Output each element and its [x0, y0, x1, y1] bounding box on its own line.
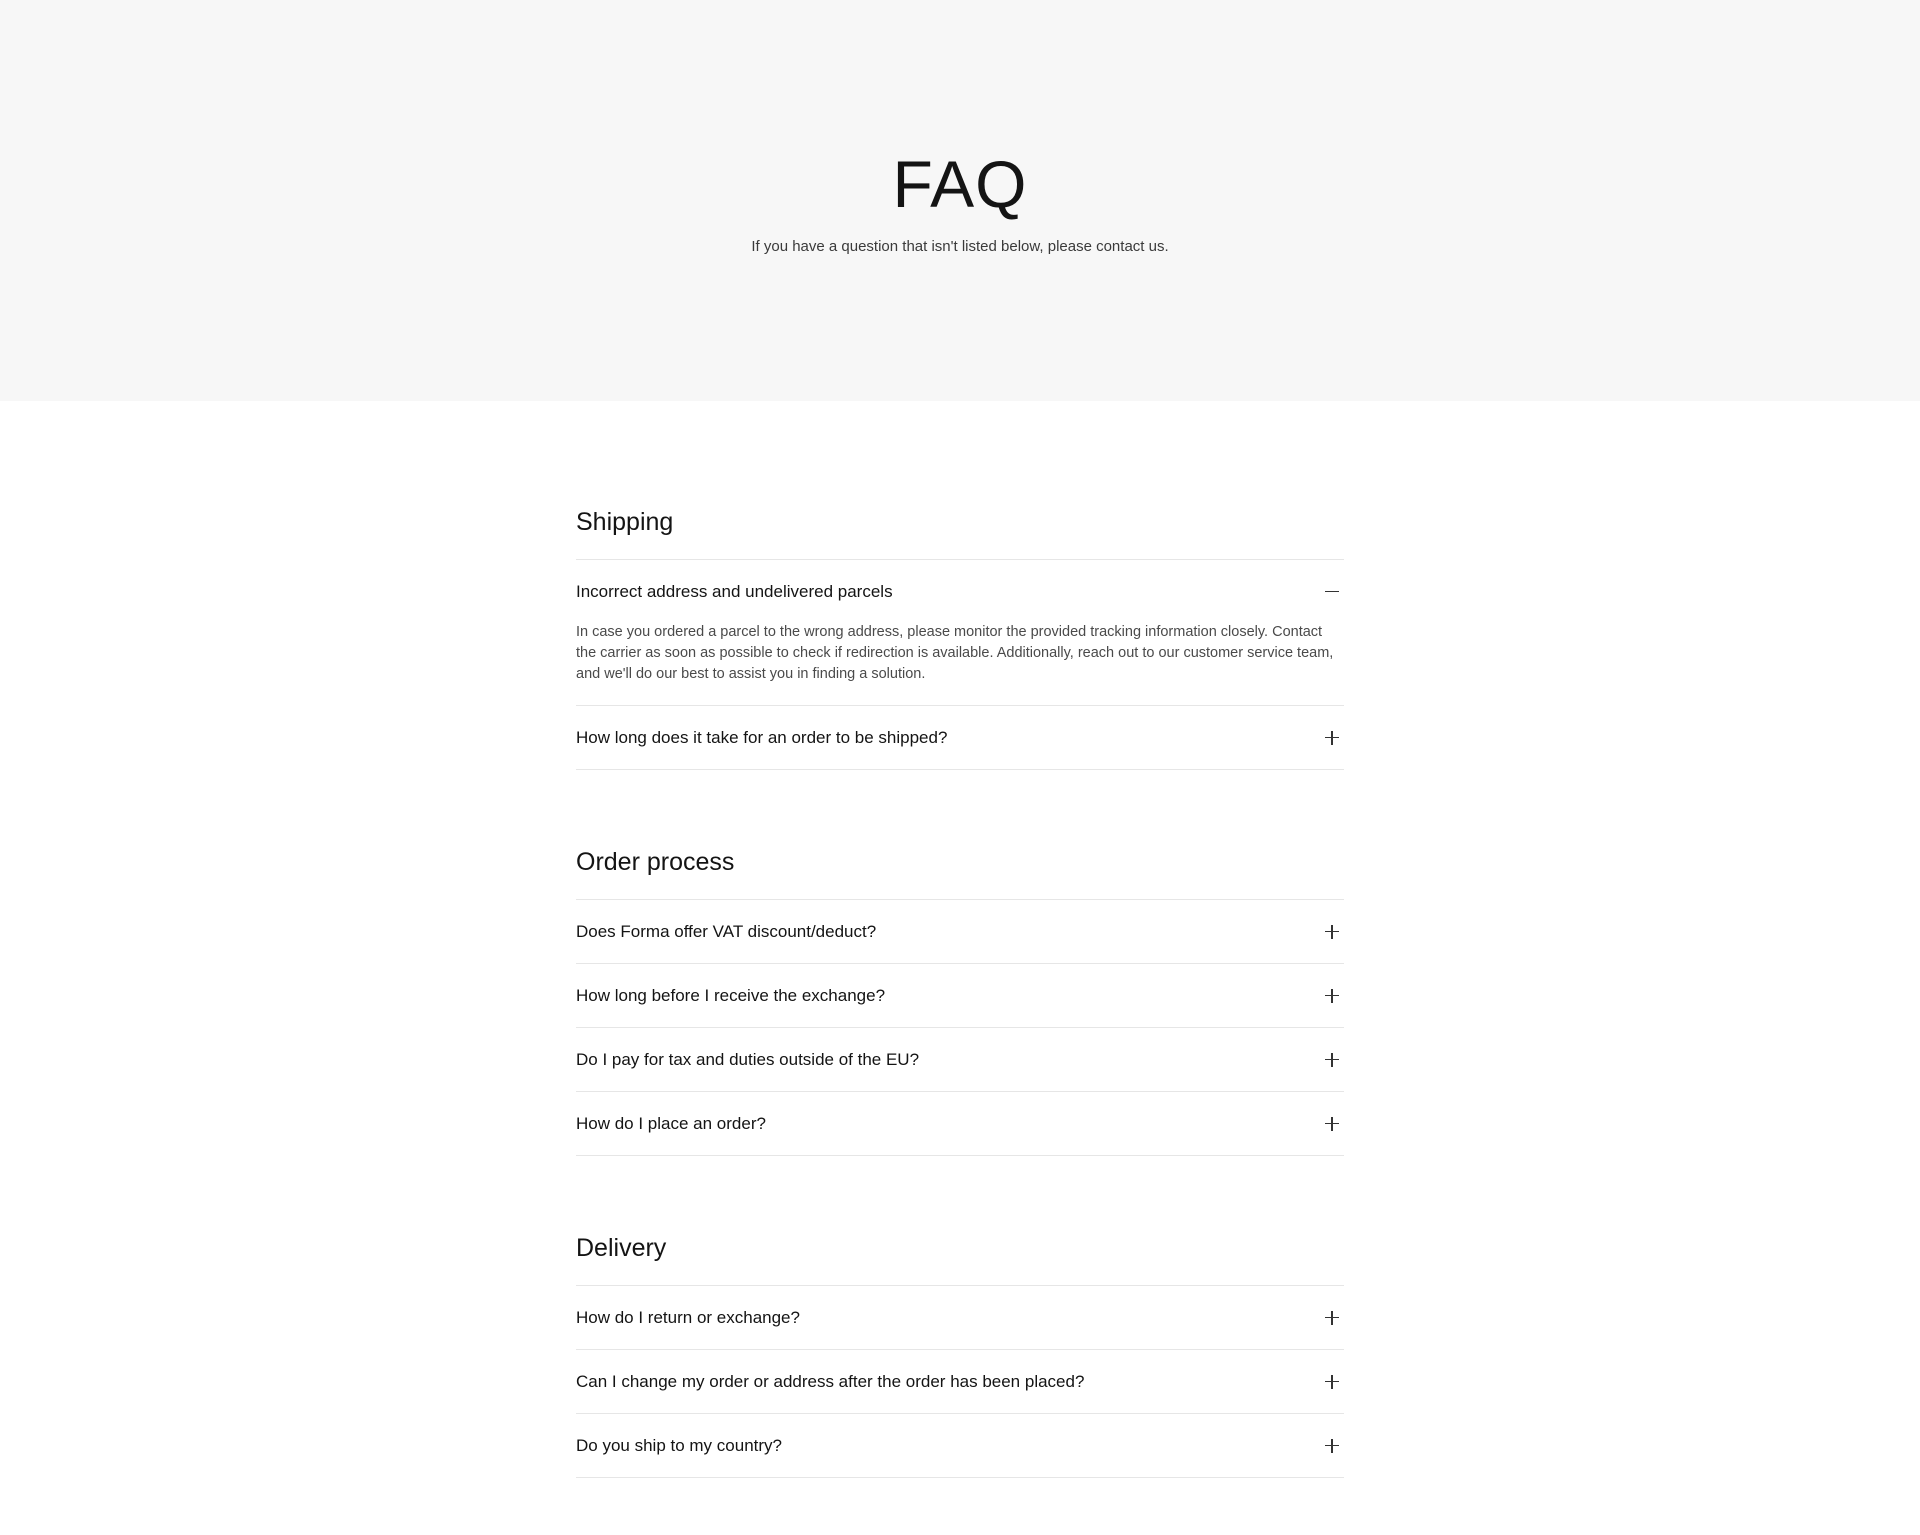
accordion-header[interactable]	[576, 1092, 1344, 1155]
section-title: Delivery	[576, 1234, 667, 1262]
accordion-header[interactable]	[576, 1350, 1344, 1413]
hero-banner	[0, 0, 1920, 401]
accordion-header[interactable]	[576, 1286, 1344, 1349]
faq-section-shipping	[576, 500, 1344, 770]
minus-icon[interactable]	[1324, 584, 1340, 600]
answer-text: In case you ordered a parcel to the wrong address, please monitor the provided tracking information closely. Contact the carrier as soon as possible to check if redirection is available. Additionally, reach out to our customer service team, and we'll do our best to assist you in finding a solution.	[576, 624, 1334, 682]
plus-icon[interactable]	[1324, 924, 1340, 940]
accordion-item	[576, 560, 1344, 706]
accordion-header[interactable]	[576, 1028, 1344, 1091]
accordion-item	[576, 1286, 1344, 1350]
question-label: How long does it take for an order to be shipped?	[576, 727, 948, 747]
accordion-header[interactable]	[576, 900, 1344, 963]
plus-icon[interactable]	[1324, 1310, 1340, 1326]
question-label: Incorrect address and undelivered parcels	[576, 581, 893, 601]
accordion-item	[576, 1350, 1344, 1414]
page-subtitle: If you have a question that isn't listed below, please contact us.	[751, 238, 1169, 255]
section-title: Shipping	[576, 508, 674, 536]
plus-icon[interactable]	[1324, 1116, 1340, 1132]
accordion	[576, 899, 1344, 1156]
plus-icon[interactable]	[1324, 730, 1340, 746]
accordion-item	[576, 1414, 1344, 1478]
accordion-header[interactable]	[576, 560, 1344, 623]
page-title: FAQ	[892, 147, 1028, 221]
question-label: Do you ship to my country?	[576, 1435, 782, 1455]
question-label: How do I place an order?	[576, 1113, 766, 1133]
faq-section-delivery	[576, 1226, 1344, 1478]
plus-icon[interactable]	[1324, 1438, 1340, 1454]
accordion-header[interactable]	[576, 1414, 1344, 1477]
question-label: How do I return or exchange?	[576, 1307, 800, 1327]
accordion-header[interactable]	[576, 706, 1344, 769]
accordion	[576, 559, 1344, 770]
faq-section-order-process	[576, 840, 1344, 1156]
accordion-item	[576, 900, 1344, 964]
plus-icon[interactable]	[1324, 1052, 1340, 1068]
accordion-item	[576, 1028, 1344, 1092]
accordion-item	[576, 964, 1344, 1028]
accordion-header[interactable]	[576, 964, 1344, 1027]
question-label: How long before I receive the exchange?	[576, 985, 886, 1005]
faq-list	[576, 500, 1344, 1478]
accordion-item	[576, 1092, 1344, 1156]
section-title: Order process	[576, 848, 735, 876]
plus-icon[interactable]	[1324, 988, 1340, 1004]
plus-icon[interactable]	[1324, 1374, 1340, 1390]
accordion	[576, 1285, 1344, 1478]
question-label: Can I change my order or address after the order has been placed?	[576, 1371, 1085, 1391]
accordion-item	[576, 706, 1344, 770]
question-label: Do I pay for tax and duties outside of the EU?	[576, 1049, 920, 1069]
question-label: Does Forma offer VAT discount/deduct?	[576, 921, 877, 941]
